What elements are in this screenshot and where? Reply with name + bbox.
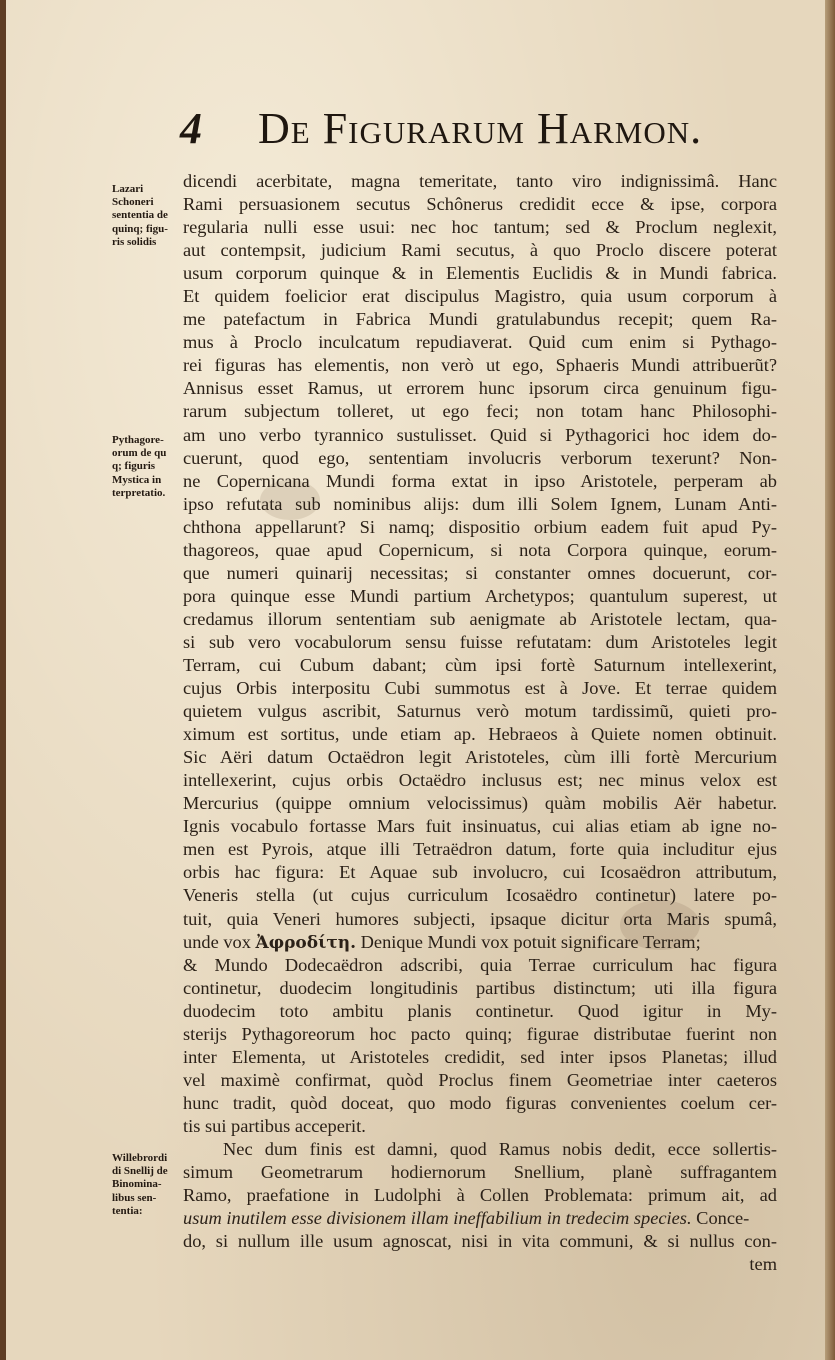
text-line: Ramo, praefatione in Ludolphi à Collen Problemata: primum ait, ad — [183, 1185, 777, 1206]
text-line: inter Elementa, ut Aristoteles credidit, sed inter ipsos Planetas; illud — [183, 1046, 777, 1067]
text-line: regularia nulli esse usui: nec hoc tantum; sed & Proclum neglexit, — [183, 217, 777, 238]
binding-edge — [0, 0, 6, 1360]
text-line: ne Copernicana Mundi forma extat in ipso Aristotele, perperam ab — [183, 470, 777, 491]
catchword: tem — [749, 1254, 777, 1275]
text-line: thagoreos, quae apud Copernicum, si nota Corpora quinque, eorum- — [183, 539, 777, 560]
text-line: me patefactum in Fabrica Mundi gratulabundus recepit; quem Ra- — [183, 309, 777, 330]
text-line: dicendi acerbitate, magna temeritate, tanto viro indignissimâ. Hanc — [183, 171, 777, 191]
text-line: Nec dum finis est damni, quod Ramus nobis dedit, ecce sollertis- — [223, 1138, 777, 1159]
text-line: rarum subjectum tolleret, ut ego feci; non totam hanc Philosophi- — [183, 401, 777, 422]
greek-word: Ἀφροδίτη. — [255, 932, 357, 953]
text-line: Mercurius (quippe omnium velocissimus) quàm mobilis Aër habetur. — [183, 793, 777, 814]
text-line: rei figuras has elementis, non verò ut ego, Sphaeris Mundi attribuerũt? — [183, 355, 777, 376]
text-line: usum corporum quinque & in Elementis Euclidis & in Mundi fabrica. — [183, 263, 777, 284]
text-line: que numeri quinarij necessitas; si constanter omnes docuerunt, cor- — [183, 562, 777, 583]
text-line: ximum est sortitus, unde etiam ap. Hebraeos à Quiete nomen obtinuit. — [183, 724, 777, 745]
page-edge — [825, 0, 835, 1360]
text-line: simum Geometrarum hodiernorum Snellium, planè suffragantem — [183, 1162, 777, 1183]
page-header — [180, 103, 740, 163]
text-line: continetur, duodecim longitudinis partibus distinctum; uti illa figura — [183, 977, 777, 998]
text-line: quietem vulgus ascribit, Saturnus verò motum tardissimũ, quieti pro- — [183, 701, 777, 722]
text-line: Veneris stella (ut cujus curriculum Icosaëdro continetur) latere po- — [183, 885, 777, 906]
text-line: & Mundo Dodecaëdron adscribi, quia Terrae curriculum hac figura — [183, 954, 777, 975]
running-title: De Figurarum Harmon. — [258, 104, 703, 153]
margin-note-pythagoreans: Pythagore- orum de qu q; figuris Mystica in terpretatio. — [112, 434, 167, 499]
text-line: aut contempsit, judicium Rami secutus, à quo Proclo discere poterat — [183, 240, 777, 261]
text-line: cujus Orbis interpositu Cubi summotus est à Jove. Et terrae quidem — [183, 678, 777, 699]
text-line: tis sui partibus acceperit. — [183, 1115, 366, 1136]
body-text — [183, 170, 777, 1276]
text-line: Rami persuasionem secutus Schônerus credidit ecce & ipse, corpora — [183, 194, 777, 215]
margin-note-snellius: Willebrordi di Snellij de Binomina- libus sen- tentia: — [112, 1152, 168, 1217]
text-line: sterijs Pythagoreorum hoc pacto quinq; figurae distributae fuerint non — [183, 1023, 777, 1044]
text-line: orbis hac figura: Et Aquae sub involucro, cui Icosaëdron attributum, — [183, 862, 777, 883]
text-line: ipso refutata sub nominibus alijs: dum illi Solem Ignem, Lunam Anti- — [183, 493, 777, 514]
text-line: Ignis vocabulo fortasse Mars fuit insinuatus, cui alias etiam ab igne no- — [183, 816, 777, 837]
text-line: am uno verbo tyrannico sustulisset. Quid si Pythagorici hoc idem do- — [183, 424, 777, 445]
text-line: chthona appellarunt? Si namq; dispositio orbium eadem fuit apud Py- — [183, 516, 777, 537]
text-line: Sic Aëri datum Octaëdron legit Aristoteles, cùm illi fortè Mercurium — [183, 747, 777, 768]
text-line: men est Pyrois, atque illi Tetraëdron datum, forte quia includitur ejus — [183, 839, 777, 860]
text-line: hunc tradit, quòd doceat, quo modo figuras convenientes coelum cer- — [183, 1092, 777, 1113]
text-line: do, si nullum ille usum agnoscat, nisi in vita communi, & si nullus con- — [183, 1231, 777, 1252]
text-line: Annisus esset Ramus, ut errorem hunc ipsorum circa genuinum figu- — [183, 378, 777, 399]
text-line: Et quidem foelicior erat discipulus Magistro, quia usum corporum à — [183, 286, 777, 307]
text-line: tuit, quia Veneri humores subjecti, ipsaque dicitur orta Maris spumâ, — [183, 908, 777, 929]
text-line: duodecim toto ambitu planis continetur. Quod igitur in My- — [183, 1000, 777, 1021]
text-line: credamus illorum sententiam sub aenigmate ab Aristotele lectam, qua- — [183, 608, 777, 629]
text-line: si sub vero vocabulorum sensu fuisse refutatam: dum Aristoteles legit — [183, 631, 777, 652]
text-line: Terram, cui Cubum dabant; cùm ipsi fortè Saturnum intellexerint, — [183, 654, 777, 675]
text-line: cuerunt, quod ego, sententiam involucris verborum texerunt? Non- — [183, 447, 777, 468]
margin-note-schoner: Lazari Schoneri sententia de quinq; figu- ris solidis — [112, 183, 168, 248]
text-line: mus à Proclo inculcatum repudiaverat. Quid cum enim si Pythago- — [183, 332, 777, 353]
text-line: pora quinque esse Mundi partium Archetypos; quantulum superest, ut — [183, 585, 777, 606]
text-line-greek: unde vox Ἀφροδίτη. Denique Mundi vox potuit significare Terram; — [183, 931, 701, 953]
text-line: vel maximè confirmat, quòd Proclus finem Geometriae inter caeteros — [183, 1069, 777, 1090]
page-number: 4 — [180, 104, 203, 153]
text-line-italic: usum inutilem esse divisionem illam ineffabilium in tredecim species. Conce- — [183, 1208, 750, 1229]
text-line: intellexerint, cujus orbis Octaëdro inclusus est; nec minus velox est — [183, 770, 777, 791]
